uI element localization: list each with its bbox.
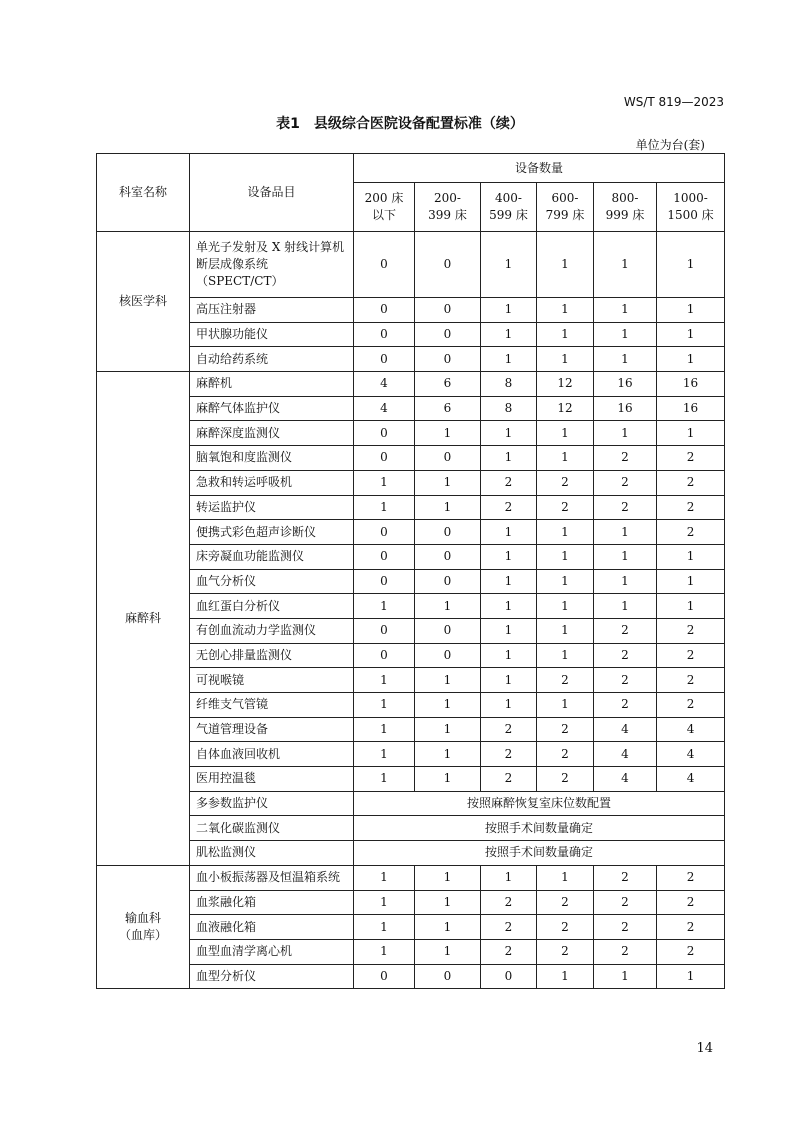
quantity-cell: 1 [537,964,594,989]
config-note-cell: 按照手术间数量确定 [354,841,725,866]
table-row [97,372,725,397]
table-row [97,421,725,446]
quantity-cell: 1 [415,594,481,619]
quantity-cell: 2 [537,767,594,792]
item-name-cell: 血小板振荡器及恒温箱系统 [190,865,354,890]
quantity-cell: 1 [594,594,657,619]
quantity-cell: 1 [481,421,537,446]
quantity-cell: 1 [594,544,657,569]
quantity-cell: 2 [657,865,725,890]
quantity-cell: 1 [657,964,725,989]
quantity-cell: 2 [537,717,594,742]
quantity-cell: 0 [415,520,481,545]
quantity-cell: 1 [537,618,594,643]
quantity-cell: 2 [537,668,594,693]
quantity-cell: 0 [415,298,481,323]
table-row [97,791,725,816]
quantity-cell: 4 [657,742,725,767]
quantity-cell: 1 [537,643,594,668]
table-row [97,495,725,520]
item-name-cell: 血型血清学离心机 [190,939,354,964]
quantity-cell: 1 [537,865,594,890]
quantity-cell: 1 [354,693,415,718]
table-row [97,643,725,668]
quantity-cell: 1 [481,347,537,372]
quantity-cell: 2 [657,446,725,471]
quantity-cell: 2 [657,470,725,495]
item-name-cell: 麻醉机 [190,372,354,397]
item-name-cell: 床旁凝血功能监测仪 [190,544,354,569]
quantity-cell: 1 [354,470,415,495]
quantity-cell: 2 [481,470,537,495]
item-name-cell: 便携式彩色超声诊断仪 [190,520,354,545]
quantity-cell: 2 [657,915,725,940]
quantity-cell: 0 [354,569,415,594]
item-name-cell: 可视喉镜 [190,668,354,693]
quantity-cell: 2 [594,865,657,890]
quantity-cell: 1 [354,594,415,619]
quantity-cell: 2 [537,939,594,964]
quantity-cell: 6 [415,396,481,421]
quantity-cell: 2 [657,693,725,718]
quantity-cell: 12 [537,372,594,397]
quantity-cell: 0 [415,643,481,668]
quantity-cell: 1 [594,298,657,323]
quantity-cell: 1 [481,232,537,298]
table-header [97,154,725,232]
table-row [97,298,725,323]
item-name-cell: 自体血液回收机 [190,742,354,767]
quantity-cell: 2 [657,890,725,915]
item-name-cell: 二氧化碳监测仪 [190,816,354,841]
quantity-cell: 12 [537,396,594,421]
table-row [97,841,725,866]
table-row [97,569,725,594]
quantity-cell: 1 [537,232,594,298]
quantity-cell: 1 [354,939,415,964]
config-note-cell: 按照手术间数量确定 [354,816,725,841]
quantity-cell: 2 [594,890,657,915]
item-name-cell: 转运监护仪 [190,495,354,520]
quantity-cell: 1 [415,717,481,742]
item-name-cell: 脑氧饱和度监测仪 [190,446,354,471]
quantity-cell: 2 [481,495,537,520]
quantity-cell: 2 [594,446,657,471]
quantity-cell: 1 [657,569,725,594]
header-department: 科室名称 [97,154,190,232]
item-name-cell: 血浆融化箱 [190,890,354,915]
quantity-cell: 4 [657,717,725,742]
quantity-cell: 1 [657,232,725,298]
item-name-cell: 自动给药系统 [190,347,354,372]
table-row [97,742,725,767]
table-row [97,396,725,421]
quantity-cell: 16 [594,372,657,397]
quantity-cell: 1 [415,470,481,495]
quantity-cell: 0 [415,544,481,569]
header-bed-range: 400- 599 床 [481,183,537,232]
item-name-cell: 纤维支气管镜 [190,693,354,718]
quantity-cell: 2 [657,618,725,643]
quantity-cell: 1 [354,767,415,792]
quantity-cell: 1 [537,298,594,323]
quantity-cell: 1 [481,520,537,545]
quantity-cell: 2 [594,643,657,668]
quantity-cell: 1 [594,322,657,347]
quantity-cell: 2 [481,742,537,767]
quantity-cell: 0 [415,446,481,471]
quantity-cell: 1 [415,865,481,890]
department-cell: 核医学科 [97,232,190,372]
item-name-cell: 急救和转运呼吸机 [190,470,354,495]
table-row [97,322,725,347]
quantity-cell: 6 [415,372,481,397]
quantity-cell: 2 [537,742,594,767]
quantity-cell: 1 [594,232,657,298]
quantity-cell: 1 [657,322,725,347]
quantity-cell: 0 [354,643,415,668]
table-row [97,767,725,792]
quantity-cell: 1 [354,915,415,940]
quantity-cell: 0 [354,421,415,446]
quantity-cell: 0 [415,618,481,643]
department-cell: 麻醉科 [97,372,190,866]
item-name-cell: 肌松监测仪 [190,841,354,866]
quantity-cell: 0 [354,618,415,643]
table-row [97,347,725,372]
quantity-cell: 16 [657,372,725,397]
department-cell: 输血科 （血库） [97,865,190,988]
quantity-cell: 1 [537,569,594,594]
quantity-cell: 1 [657,298,725,323]
quantity-cell: 2 [537,470,594,495]
quantity-cell: 1 [481,668,537,693]
quantity-cell: 1 [415,668,481,693]
quantity-cell: 2 [537,495,594,520]
standard-code: WS/T 819—2023 [623,95,724,109]
quantity-cell: 4 [354,372,415,397]
quantity-cell: 0 [354,964,415,989]
item-name-cell: 有创血流动力学监测仪 [190,618,354,643]
quantity-cell: 0 [481,964,537,989]
quantity-cell: 2 [481,915,537,940]
quantity-cell: 1 [594,520,657,545]
quantity-cell: 1 [537,693,594,718]
quantity-cell: 1 [537,520,594,545]
quantity-cell: 1 [537,594,594,619]
quantity-cell: 1 [415,915,481,940]
quantity-cell: 2 [594,939,657,964]
config-note-cell: 按照麻醉恢复室床位数配置 [354,791,725,816]
quantity-cell: 8 [481,396,537,421]
item-name-cell: 医用控温毯 [190,767,354,792]
header-bed-range: 200 床 以下 [354,183,415,232]
quantity-cell: 1 [481,594,537,619]
unit-note: 单位为台(套) [635,138,705,152]
quantity-cell: 2 [537,890,594,915]
quantity-cell: 1 [481,865,537,890]
header-bed-range: 1000- 1500 床 [657,183,725,232]
header-item: 设备品目 [190,154,354,232]
item-name-cell: 高压注射器 [190,298,354,323]
quantity-cell: 16 [657,396,725,421]
header-bed-range: 600- 799 床 [537,183,594,232]
item-name-cell: 多参数监护仪 [190,791,354,816]
table-body [97,232,725,989]
quantity-cell: 1 [415,939,481,964]
quantity-cell: 1 [481,322,537,347]
equipment-table [96,153,725,989]
item-name-cell: 血液融化箱 [190,915,354,940]
item-name-cell: 麻醉气体监护仪 [190,396,354,421]
quantity-cell: 0 [354,232,415,298]
quantity-cell: 0 [415,232,481,298]
quantity-cell: 1 [594,569,657,594]
quantity-cell: 0 [415,347,481,372]
quantity-cell: 2 [594,668,657,693]
table-row [97,816,725,841]
quantity-cell: 0 [354,322,415,347]
quantity-cell: 4 [594,767,657,792]
quantity-cell: 4 [594,717,657,742]
quantity-cell: 1 [657,421,725,446]
table-row [97,594,725,619]
quantity-cell: 1 [354,865,415,890]
quantity-cell: 0 [354,446,415,471]
quantity-cell: 4 [594,742,657,767]
quantity-cell: 2 [594,618,657,643]
quantity-cell: 1 [537,322,594,347]
item-name-cell: 甲状腺功能仪 [190,322,354,347]
table-row [97,890,725,915]
quantity-cell: 2 [657,495,725,520]
quantity-cell: 2 [594,495,657,520]
quantity-cell: 2 [657,643,725,668]
quantity-cell: 1 [354,890,415,915]
quantity-cell: 1 [415,693,481,718]
quantity-cell: 1 [481,569,537,594]
quantity-cell: 1 [657,544,725,569]
quantity-cell: 1 [354,668,415,693]
table-row [97,939,725,964]
quantity-cell: 1 [415,742,481,767]
quantity-cell: 2 [481,890,537,915]
quantity-cell: 1 [537,421,594,446]
page-number: 14 [696,1041,713,1056]
table-row [97,446,725,471]
quantity-cell: 1 [537,446,594,471]
quantity-cell: 2 [537,915,594,940]
quantity-cell: 0 [354,347,415,372]
quantity-cell: 1 [594,347,657,372]
quantity-cell: 2 [657,668,725,693]
quantity-cell: 2 [594,915,657,940]
quantity-cell: 1 [481,446,537,471]
quantity-cell: 0 [415,322,481,347]
table-row [97,520,725,545]
quantity-cell: 1 [415,890,481,915]
quantity-cell: 1 [657,347,725,372]
quantity-cell: 2 [594,693,657,718]
quantity-cell: 1 [594,421,657,446]
table-row [97,470,725,495]
quantity-cell: 4 [657,767,725,792]
table-title: 表1 县级综合医院设备配置标准（续） [276,116,524,132]
table-row [97,915,725,940]
quantity-cell: 8 [481,372,537,397]
quantity-cell: 1 [354,717,415,742]
table-row [97,618,725,643]
quantity-cell: 1 [481,618,537,643]
quantity-cell: 0 [354,520,415,545]
quantity-cell: 0 [415,569,481,594]
item-name-cell: 无创心排量监测仪 [190,643,354,668]
quantity-cell: 1 [594,964,657,989]
item-name-cell: 麻醉深度监测仪 [190,421,354,446]
item-name-cell: 血气分析仪 [190,569,354,594]
table-row [97,964,725,989]
header-bed-range: 800- 999 床 [594,183,657,232]
quantity-cell: 1 [354,495,415,520]
quantity-cell: 1 [481,643,537,668]
table-row [97,544,725,569]
quantity-cell: 1 [415,495,481,520]
quantity-cell: 0 [415,964,481,989]
quantity-cell: 16 [594,396,657,421]
quantity-cell: 0 [354,298,415,323]
quantity-cell: 1 [354,742,415,767]
quantity-cell: 1 [537,544,594,569]
quantity-cell: 2 [481,767,537,792]
table-row [97,232,725,298]
table-row [97,693,725,718]
quantity-cell: 2 [657,939,725,964]
header-quantity: 设备数量 [354,154,725,183]
table-row [97,668,725,693]
quantity-cell: 1 [537,347,594,372]
table-row [97,717,725,742]
item-name-cell: 血红蛋白分析仪 [190,594,354,619]
quantity-cell: 0 [354,544,415,569]
item-name-cell: 气道管理设备 [190,717,354,742]
item-name-cell: 单光子发射及 X 射线计算机 断层成像系统 （SPECT/CT） [190,232,354,298]
quantity-cell: 1 [481,544,537,569]
quantity-cell: 4 [354,396,415,421]
quantity-cell: 2 [594,470,657,495]
header-bed-range: 200- 399 床 [415,183,481,232]
table-row [97,865,725,890]
quantity-cell: 1 [657,594,725,619]
quantity-cell: 1 [481,298,537,323]
quantity-cell: 1 [415,767,481,792]
item-name-cell: 血型分析仪 [190,964,354,989]
quantity-cell: 2 [481,717,537,742]
quantity-cell: 1 [415,421,481,446]
quantity-cell: 1 [481,693,537,718]
quantity-cell: 2 [481,939,537,964]
quantity-cell: 2 [657,520,725,545]
